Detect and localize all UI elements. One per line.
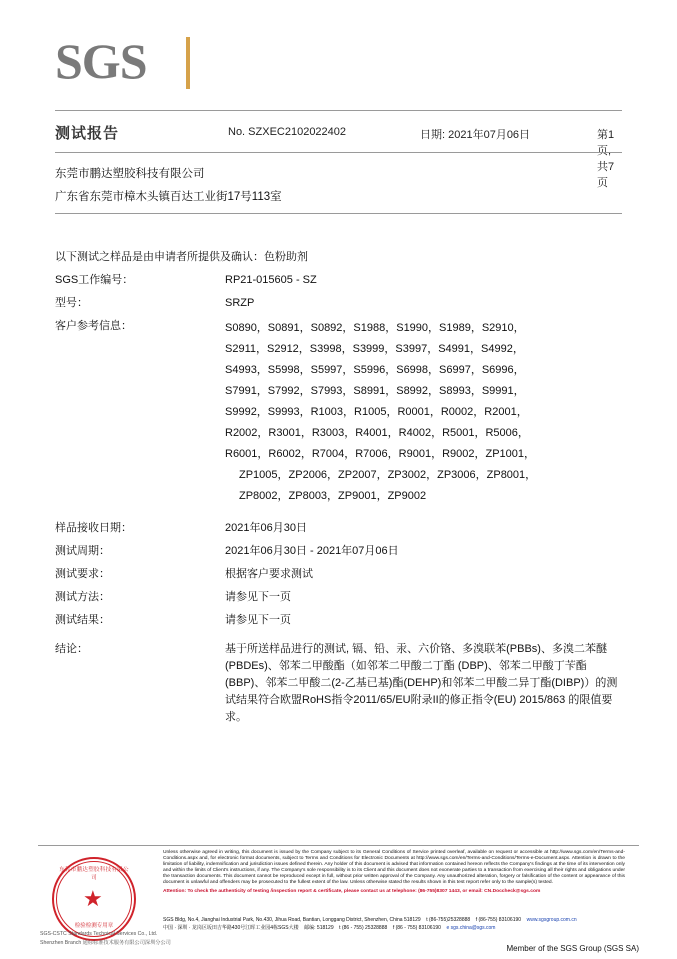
info-row-model <box>55 295 625 311</box>
client-divider <box>55 213 622 214</box>
info-row-test-requirement <box>55 566 625 582</box>
info-value: 2021年06月30日 <box>225 522 307 534</box>
stamp-company-en: SGS-CSTC Standards Technical Services Co., Ltd. <box>40 931 158 937</box>
client-ref-line: R2002，R3001，R3003，R4001，R4002，R5001，R5006， <box>225 427 529 439</box>
info-value: 请参见下一页 <box>225 614 291 626</box>
stamp-arc-bottom-text: 检验检测专用章 <box>74 923 114 929</box>
conclusion-label: 结论： <box>55 643 88 655</box>
footer-address-en: SGS Bldg, No.4, Jianghai Industrial Park, No.430, Jihua Road, Bantian, Longgang District, Shenzhen, China 518129 <box>163 917 421 923</box>
info-row-client-reference <box>55 318 625 507</box>
info-value: 2021年06月30日 - 2021年07月06日 <box>225 545 399 557</box>
sgs-logo-accent-bar <box>186 37 190 89</box>
legal-body: Unless otherwise agreed in writing, this document is issued by the Company subject to its General Conditions of Service printed overleaf, available on request or accessible at http://www.sgs.com/en/Terms-and-Conditions.aspx and, for electronic format documents, subject to Terms and Conditions for Electronic Documents at http://www.sgs.com/en/Terms-and-Conditions/Terms-e-Document.aspx. Attention is drawn to the limitation of liability, indemnification and jurisdiction issues defined therein. Any holder of this document is advised that information contained hereon reflects the Company's findings at the time of its intervention only and within the limits of Client's instructions, if any. The Company's sole responsibility is to its Client and this document does not exonerate parties to a transaction from exercising all their rights and obligations under the transaction documents. This document cannot be reproduced except in full, without prior written approval of the Company. Any unauthorized alteration, forgery or falsification of the content or appearance of this document is unlawful and offenders may be prosecuted to the fullest extent of the law. Unless otherwise stated the results shown in this test report refer only to the sample(s) tested. <box>163 850 625 885</box>
info-row-test-result <box>55 612 625 628</box>
info-label: 测试结果： <box>55 614 110 626</box>
footer-fax-en: f (86-755) 83106190 <box>475 917 522 923</box>
client-ref-line: S9992，S9993，R1003，R1005，R0001，R0002，R2001， <box>225 406 528 418</box>
footer-web-en[interactable]: www.sgsgroup.com.cn <box>526 917 577 923</box>
footer-address-row <box>163 924 625 932</box>
info-row-test-period <box>55 543 625 559</box>
info-row-conclusion <box>55 641 625 726</box>
info-value: SRZP <box>225 297 255 309</box>
info-label: 样品接收日期： <box>55 522 132 534</box>
footer-tel-cn: t (86 - 755) 25328888 <box>339 925 388 931</box>
info-label: 测试要求： <box>55 568 110 580</box>
report-date: 日期: 2021年07月06日 <box>420 129 531 141</box>
client-ref-line: S0890，S0891，S0892，S1988，S1990，S1989，S2910， <box>225 322 525 334</box>
star-icon: ★ <box>83 886 103 911</box>
client-ref-line: S4993，S5998，S5997，S5996，S6998，S6997，S6996， <box>225 364 525 376</box>
client-ref-line: S7991，S7992，S7993，S8991，S8992，S8993，S9991， <box>225 385 525 397</box>
info-row-job-number <box>55 272 625 288</box>
footer-address-row <box>163 916 625 924</box>
client-ref-line: ZP1005，ZP2006，ZP2007，ZP3002，ZP3006，ZP8001， <box>239 469 537 481</box>
client-block <box>55 163 282 209</box>
conclusion-text: 基于所送样品进行的测试, 镉、铅、汞、六价铬、多溴联苯(PBBs)、多溴二苯醚(PBDEs)、邻苯二甲酸酯（如邻苯二甲酸二丁酯 (DBP)、邻苯二甲酸丁苄酯(BBP)、邻苯二甲酸二(2-乙基已基)酯(DEHP)和邻苯二甲酸二异丁酯(DIBP)）的测试结果符合欧盟RoHS指令2011/65/EU附录II的修正指令(EU) 2015/863 的限值要求。 <box>225 643 618 723</box>
info-value: 请参见下一页 <box>225 591 291 603</box>
client-ref-line: R6001，R6002，R7004，R7006，R9001，R9002，ZP1001， <box>225 448 536 460</box>
sgs-logo <box>55 35 255 95</box>
footer-fax-cn: f (86 - 755) 83106190 <box>392 925 441 931</box>
stamp-company-cn: Shenzhen Branch 通标标准技术服务有限公司深圳分公司 <box>40 940 171 946</box>
legal-attention <box>163 889 625 895</box>
info-label: SGS工作编号： <box>55 274 134 286</box>
client-company: 东莞市鹏达塑胶科技有限公司 <box>55 168 205 180</box>
footer-email-cn[interactable]: e sgs.china@sgs.com <box>446 925 496 931</box>
client-ref-line: S2911，S2912，S3998，S3999，S3997，S4991，S4992， <box>225 343 524 355</box>
info-label: 型号： <box>55 297 88 309</box>
info-row-test-method <box>55 589 625 605</box>
info-label: 客户参考信息： <box>55 320 132 332</box>
info-value: RP21-015605 - SZ <box>225 274 317 286</box>
client-ref-line: ZP8002，ZP8003，ZP9001，ZP9002 <box>239 490 427 502</box>
info-value: 根据客户要求测试 <box>225 568 313 580</box>
client-reference-values <box>225 318 625 507</box>
legal-attention-line1: Attention: To check the authenticity of testing /inspection report & certificate, please contact us at telephone: (86-755)8307 1443, <box>163 889 462 894</box>
client-address: 广东省东莞市樟木头镇百达工业街17号113室 <box>55 191 282 203</box>
legal-attention-line2: or email: CN.Doccheck@sgs.com <box>462 889 541 894</box>
sgs-logo-text: SGS <box>55 33 147 89</box>
footer-address-cn: 中国 · 深圳 · 龙岗区坂田吉华路430号江晖工业园4栋SGS大楼 <box>163 925 299 931</box>
footer-zip-cn: 邮编: 518129 <box>304 925 334 931</box>
info-row-received-date <box>55 520 625 536</box>
footer-address-block <box>163 916 625 932</box>
legal-disclaimer <box>163 850 625 895</box>
title-divider <box>55 152 622 153</box>
report-number: No. SZXEC2102022402 <box>228 126 347 138</box>
info-label: 测试周期： <box>55 545 110 557</box>
page-indicator: 第1页,共7页 <box>597 129 615 189</box>
footer-divider <box>38 845 639 846</box>
stamp-arc-top-text: 东莞市鹏达塑胶科技有限公司 <box>59 867 129 881</box>
footer-tel-en: t (86-755)25328888 <box>426 917 471 923</box>
sample-statement: 以下测试之样品是由申请者所提供及确认：色粉助剂 <box>55 251 308 263</box>
page-title: 测试报告 <box>55 125 120 142</box>
member-line: Member of the SGS Group (SGS SA) <box>506 944 639 953</box>
header-divider <box>55 110 622 111</box>
info-table <box>55 272 625 733</box>
company-stamp <box>40 853 171 946</box>
info-label: 测试方法： <box>55 591 110 603</box>
